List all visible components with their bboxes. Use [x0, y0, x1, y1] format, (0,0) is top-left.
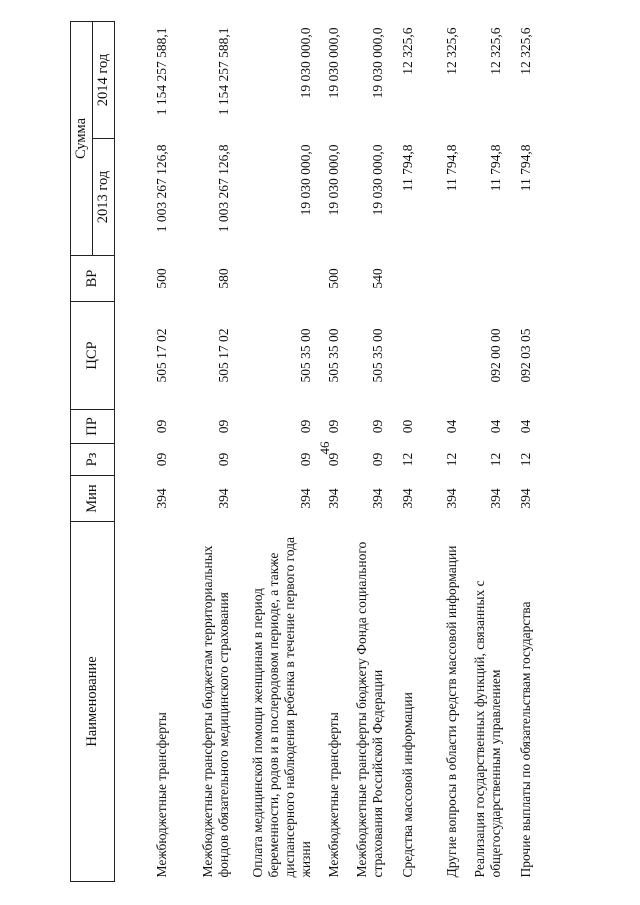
header-name: Наименование — [71, 522, 115, 882]
row-sum-2013: 11 794,8 — [443, 144, 459, 192]
row-name: Другие вопросы в области средств массовой информации — [443, 545, 459, 878]
row-sum-2013: 19 030 000,0 — [325, 144, 341, 216]
row-sum-2013: 11 794,8 — [399, 144, 415, 192]
row-sum-2013: 11 794,8 — [487, 144, 503, 192]
row-vr — [235, 256, 317, 302]
row-sum-2013: 11 794,8 — [517, 144, 533, 192]
row-name: Межбюджетные трансферты бюджету Фонда социального страхования Российской Федерации — [353, 541, 385, 878]
row-min: 394 — [487, 488, 503, 509]
row-csr: 505 17 02 — [153, 328, 169, 383]
row-csr: 505 35 00 — [325, 328, 341, 383]
row-vr: 580 — [215, 268, 231, 289]
row-min: 394 — [153, 488, 169, 509]
row-rz: 09 — [215, 452, 231, 467]
row-pr: 09 — [369, 419, 385, 434]
header-vr: ВР — [71, 256, 115, 302]
row-sum-2014: 1 154 257 588,1 — [215, 27, 231, 116]
header-year-2013: 2013 год — [93, 139, 115, 256]
row-csr: 505 35 00 — [369, 328, 385, 383]
row-csr: 505 35 00 — [297, 328, 313, 383]
row-name: Межбюджетные трансферты — [153, 712, 169, 878]
table-row — [345, 22, 389, 882]
row-name: Межбюджетные трансферты бюджетам территориальных фондов обязательного медицинского страхования — [199, 545, 231, 878]
row-csr: 505 17 02 — [215, 328, 231, 383]
row-pr: 04 — [487, 419, 503, 434]
table-row — [115, 22, 173, 882]
row-rz: 12 — [443, 452, 459, 467]
row-min: 394 — [297, 488, 313, 509]
table-row — [235, 22, 317, 882]
row-vr: 500 — [153, 268, 169, 289]
row-vr: 540 — [369, 268, 385, 289]
row-pr: 04 — [443, 419, 459, 434]
row-rz: 09 — [325, 452, 341, 467]
row-pr: 04 — [517, 419, 533, 434]
row-sum-2014: 12 325,6 — [443, 27, 459, 75]
row-rz: 09 — [153, 452, 169, 467]
row-vr — [507, 256, 537, 302]
table-row — [389, 22, 419, 882]
table-row — [463, 22, 507, 882]
row-rz: 12 — [517, 452, 533, 467]
row-min: 394 — [215, 488, 231, 509]
row-sum-2013: 19 030 000,0 — [297, 144, 313, 216]
row-pr: 09 — [297, 419, 313, 434]
budget-table-page — [70, 22, 565, 882]
row-name: Средства массовой информации — [399, 692, 415, 878]
row-vr — [389, 256, 419, 302]
row-sum-2014: 19 030 000,0 — [325, 27, 341, 99]
row-rz: 12 — [487, 452, 503, 467]
header-min: Мин — [71, 476, 115, 522]
row-sum-2014: 12 325,6 — [487, 27, 503, 75]
row-pr: 09 — [325, 419, 341, 434]
row-csr — [419, 302, 463, 410]
row-rz: 12 — [399, 452, 415, 467]
row-sum-2013: 1 003 267 126,8 — [153, 144, 169, 233]
row-min: 394 — [443, 488, 459, 509]
row-csr — [389, 302, 419, 410]
row-sum-2014: 12 325,6 — [517, 27, 533, 75]
row-vr — [463, 256, 507, 302]
row-pr: 00 — [399, 419, 415, 434]
table-row — [419, 22, 463, 882]
row-sum-2013: 1 003 267 126,8 — [215, 144, 231, 233]
header-rz: Рз — [71, 444, 115, 476]
table-row — [317, 22, 345, 882]
row-rz: 09 — [369, 452, 385, 467]
table-row — [173, 22, 235, 882]
row-name: Прочие выплаты по обязательствам государства — [517, 601, 533, 878]
row-min: 394 — [369, 488, 385, 509]
row-sum-2014: 19 030 000,0 — [369, 27, 385, 99]
header-csr: ЦСР — [71, 302, 115, 410]
row-name: Оплата медицинской помощи женщинам в период беременности, родов и в послеродовом периоде, а также диспансерного наблюдения ребенка в течение первого года жизни — [249, 536, 313, 878]
row-csr: 092 03 05 — [517, 328, 533, 383]
header-pr: ПР — [71, 410, 115, 444]
table-header — [71, 22, 115, 882]
row-rz: 09 — [297, 452, 313, 467]
page-number: 46 — [317, 441, 332, 455]
row-csr: 092 00 00 — [487, 328, 503, 383]
row-min: 394 — [517, 488, 533, 509]
header-year-2014: 2014 год — [93, 22, 115, 139]
row-min: 394 — [325, 488, 341, 509]
row-sum-2014: 19 030 000,0 — [297, 27, 313, 99]
header-sum: Сумма — [71, 22, 93, 256]
row-name: Реализация государственных функций, связанных с общегосударственным управлением — [471, 580, 503, 878]
row-sum-2014: 12 325,6 — [399, 27, 415, 75]
row-name: Межбюджетные трансферты — [325, 712, 341, 878]
row-pr: 09 — [153, 419, 169, 434]
row-min: 394 — [399, 488, 415, 509]
row-sum-2013: 19 030 000,0 — [369, 144, 385, 216]
table-body — [115, 22, 537, 882]
row-vr: 500 — [325, 268, 341, 289]
budget-table — [70, 21, 537, 882]
row-pr: 09 — [215, 419, 231, 434]
row-sum-2014: 1 154 257 588,1 — [153, 27, 169, 116]
table-row — [507, 22, 537, 882]
row-vr — [419, 256, 463, 302]
